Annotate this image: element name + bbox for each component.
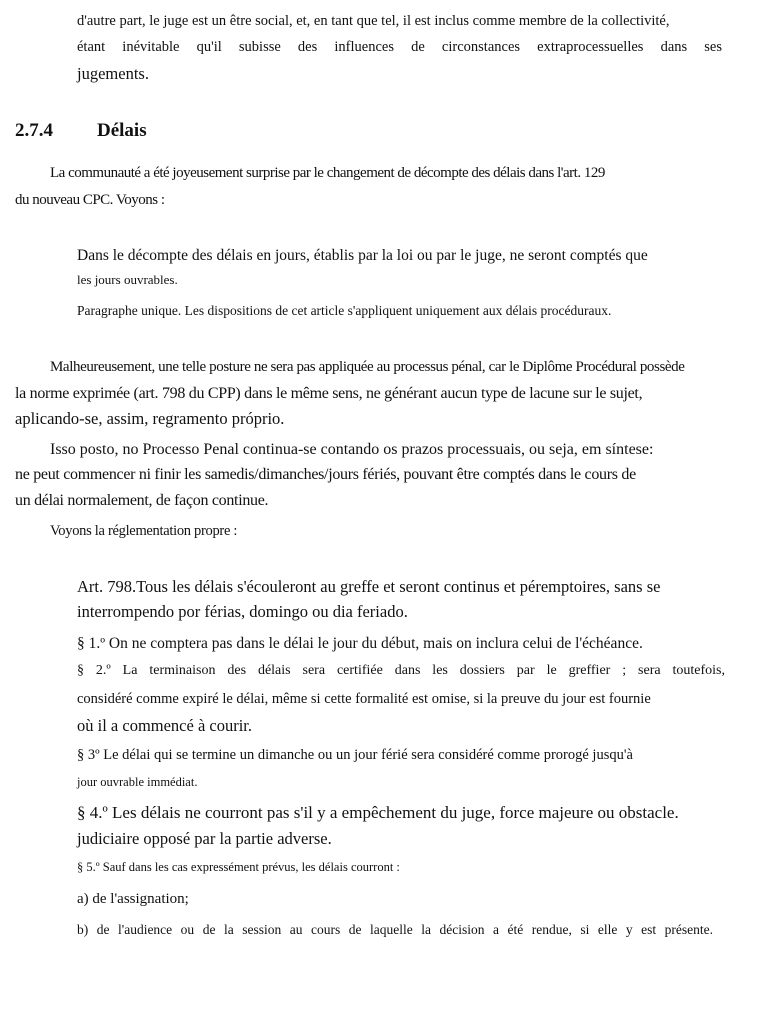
- paragraph-4-line-2: judiciaire opposé par la partie adverse.: [77, 829, 332, 848]
- section-number: 2.7.4: [15, 120, 53, 141]
- paragraph-2-line-1: § 2.º La terminaison des délais sera certifiée dans les dossiers par le greffier ; sera toutefois,: [77, 663, 725, 678]
- para4-line-1: Voyons la réglementation propre :: [50, 523, 238, 539]
- paragraph-3-line-2: jour ouvrable immédiat.: [77, 775, 198, 789]
- para2-line-2: la norme exprimée (art. 798 du CPP) dans le même sens, ne générant aucun type de lacune sur le sujet,: [15, 385, 643, 402]
- intro-line-3: jugements.: [77, 64, 149, 83]
- paragraph-3-line-1: § 3º Le délai qui se termine un dimanche ou un jour férié sera considéré comme prorogé jusqu'à: [77, 747, 633, 763]
- paragraph-4-line-1: § 4.º Les délais ne courront pas s'il y a empêchement du juge, force majeure ou obstacle.: [77, 803, 679, 822]
- intro-line-2: étant inévitable qu'il subisse des influences de circonstances extraprocessuelles dans ses: [77, 39, 722, 55]
- para3-line-3: un délai normalement, de façon continue.: [15, 492, 269, 509]
- para1-line-1: La communauté a été joyeusement surprise par le changement de décompte des délais dans l'art. 129: [50, 165, 605, 181]
- article-798-line-2: interrompendo por férias, domingo ou dia feriado.: [77, 602, 408, 621]
- para3-line-1: Isso posto, no Processo Penal continua-se contando os prazos processuais, ou seja, em síntese:: [50, 441, 654, 458]
- section-title: Délais: [97, 120, 147, 141]
- para1-line-2: du nouveau CPC. Voyons :: [15, 192, 165, 208]
- item-b: b) de l'audience ou de la session au cours de laquelle la décision a été rendue, si elle y est présente.: [77, 922, 713, 937]
- para3-line-2: ne peut commencer ni finir les samedis/dimanches/jours fériés, pouvant être comptés dans le cours de: [15, 466, 636, 483]
- paragraph-2-line-2: considéré comme expiré le délai, même si cette formalité est omise, si la preuve du jour est fournie: [77, 691, 651, 707]
- item-a: a) de l'assignation;: [77, 891, 189, 907]
- para2-line-3: aplicando-se, assim, regramento próprio.: [15, 409, 285, 428]
- paragraph-1: § 1.º On ne comptera pas dans le délai le jour du début, mais on inclura celui de l'échéance.: [77, 635, 643, 652]
- quote1-line-1: Dans le décompte des délais en jours, établis par la loi ou par le juge, ne seront comptés que: [77, 247, 648, 264]
- intro-line-1: d'autre part, le juge est un être social, et, en tant que tel, il est inclus comme membre de la collectivité,: [77, 13, 670, 29]
- paragraph-2-line-3: où il a commencé à courir.: [77, 716, 253, 735]
- article-798-line-1: Art. 798.Tous les délais s'écouleront au greffe et seront continus et péremptoires, sans se: [77, 577, 661, 596]
- quote1-line-2: les jours ouvrables.: [77, 272, 178, 287]
- paragraph-5: § 5.º Sauf dans les cas expressément prévus, les délais courront :: [77, 860, 400, 874]
- quote1-line-3: Paragraphe unique. Les dispositions de cet article s'appliquent uniquement aux délais procéduraux.: [77, 303, 612, 318]
- para2-line-1: Malheureusement, une telle posture ne sera pas appliquée au processus pénal, car le Diplôme Procédural possède: [50, 359, 685, 375]
